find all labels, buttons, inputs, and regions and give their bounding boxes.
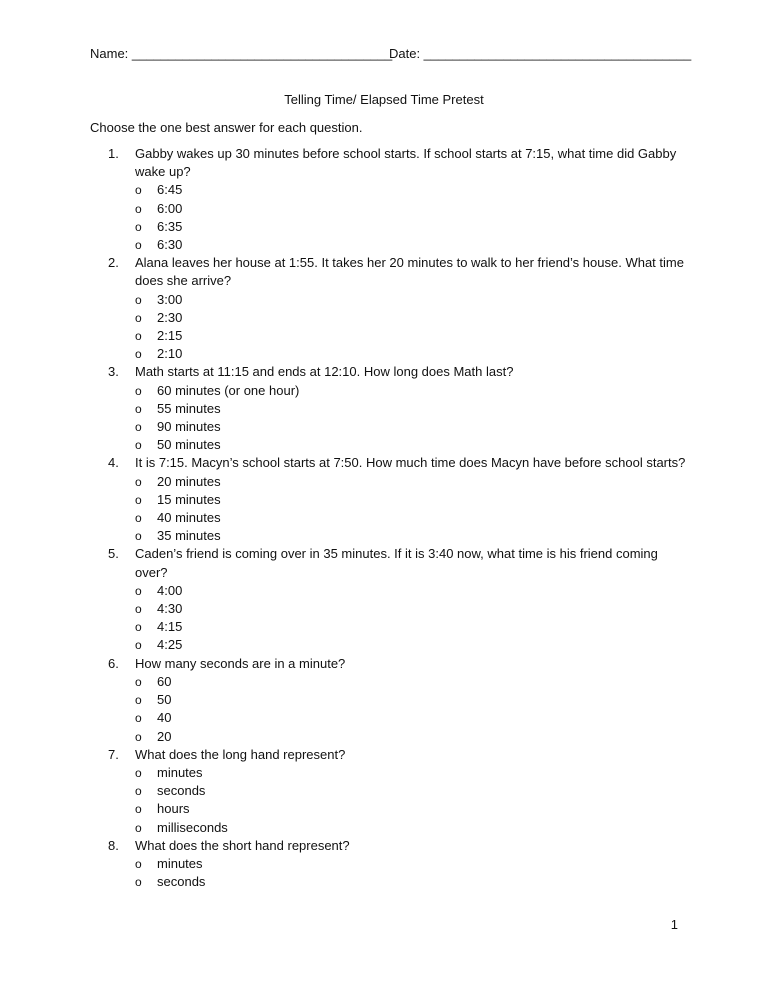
question-5	[90, 545, 690, 654]
question-number: 7.	[108, 746, 119, 762]
answer-option-label: 6:35	[157, 218, 183, 234]
answer-option-label: 4:00	[157, 582, 183, 598]
question-number: 1.	[108, 146, 119, 161]
answer-options	[135, 181, 690, 254]
question-3	[90, 363, 690, 454]
answer-option-label: 6:00	[157, 200, 183, 216]
circle-bullet-icon: o	[135, 438, 142, 453]
answer-options	[135, 473, 690, 546]
answer-option-label: 3:00	[157, 291, 183, 307]
circle-bullet-icon: o	[135, 693, 142, 708]
question-7	[90, 746, 690, 837]
question-text: What does the short hand represent?	[135, 837, 350, 853]
circle-bullet-icon: o	[135, 474, 142, 489]
answer-option-label: 15 minutes	[157, 491, 221, 507]
answer-option[interactable]	[135, 855, 690, 873]
answer-option-label: 4:15	[157, 619, 183, 635]
answer-options	[135, 291, 690, 364]
page-number: 1	[670, 917, 678, 932]
answer-option-label: seconds	[157, 783, 206, 799]
answer-option[interactable]	[135, 509, 690, 527]
answer-option-label: 55 minutes	[157, 400, 221, 416]
answer-option-label: hours	[157, 801, 190, 817]
question-text: It is 7:15. Macyn’s school starts at 7:50. How much time does Macyn have before school starts?	[135, 455, 686, 471]
answer-option[interactable]	[135, 236, 690, 254]
header-row	[90, 44, 692, 64]
question-text: What does the long hand represent?	[135, 746, 346, 762]
answer-option-label: 4:30	[157, 601, 183, 617]
answer-option-label: 50 minutes	[157, 437, 221, 453]
instructions: Choose the one best answer for each question.	[90, 120, 363, 135]
answer-option[interactable]	[135, 691, 690, 709]
question-number: 2.	[108, 255, 119, 271]
answer-option[interactable]	[135, 218, 690, 236]
question-number: 5.	[108, 546, 119, 562]
answer-option[interactable]	[135, 181, 690, 199]
circle-bullet-icon: o	[135, 856, 142, 871]
question-8	[90, 837, 690, 892]
answer-option-label: 90 minutes	[157, 419, 221, 435]
answer-option[interactable]	[135, 491, 690, 509]
answer-option[interactable]	[135, 673, 690, 691]
answer-option[interactable]	[135, 473, 690, 491]
answer-option-label: 2:15	[157, 328, 183, 344]
answer-option[interactable]	[135, 728, 690, 746]
answer-option-label: minutes	[157, 855, 203, 871]
circle-bullet-icon: o	[135, 292, 142, 307]
circle-bullet-icon: o	[135, 820, 142, 835]
circle-bullet-icon: o	[135, 620, 142, 635]
answer-option-label: minutes	[157, 764, 203, 780]
question-number: 3.	[108, 364, 119, 380]
circle-bullet-icon: o	[135, 329, 142, 344]
circle-bullet-icon: o	[135, 310, 142, 325]
answer-option-label: seconds	[157, 874, 206, 890]
circle-bullet-icon: o	[135, 674, 142, 689]
question-text: Caden’s friend is coming over in 35 minutes. If it is 3:40 now, what time is his friend coming over?	[135, 546, 658, 580]
question-number: 8.	[108, 837, 119, 853]
question-list	[90, 145, 690, 891]
answer-option[interactable]	[135, 309, 690, 327]
answer-option[interactable]	[135, 436, 690, 454]
answer-option-label: 2:30	[157, 309, 183, 325]
answer-option[interactable]	[135, 527, 690, 545]
question-text: How many seconds are in a minute?	[135, 655, 346, 671]
page-title: Telling Time/ Elapsed Time Pretest	[284, 92, 484, 107]
answer-option[interactable]	[135, 819, 690, 837]
answer-option[interactable]	[135, 582, 690, 600]
answer-option[interactable]	[135, 709, 690, 727]
answer-option[interactable]	[135, 345, 690, 363]
answer-options	[135, 764, 690, 837]
circle-bullet-icon: o	[135, 201, 142, 216]
question-text: Math starts at 11:15 and ends at 12:10. How long does Math last?	[135, 364, 514, 380]
question-4	[90, 454, 690, 545]
answer-option-label: 20	[157, 728, 172, 744]
answer-option-label: milliseconds	[157, 819, 228, 835]
question-text: Alana leaves her house at 1:55. It takes her 20 minutes to walk to her friend’s house. What time does she arrive?	[135, 255, 684, 289]
circle-bullet-icon: o	[135, 383, 142, 398]
circle-bullet-icon: o	[135, 602, 142, 617]
date-field: Date: _____________________________________	[389, 46, 692, 61]
answer-option[interactable]	[135, 200, 690, 218]
answer-option[interactable]	[135, 327, 690, 345]
circle-bullet-icon: o	[135, 420, 142, 435]
answer-option[interactable]	[135, 800, 690, 818]
answer-option[interactable]	[135, 782, 690, 800]
circle-bullet-icon: o	[135, 729, 142, 744]
answer-option[interactable]	[135, 873, 690, 891]
name-field: Name: ____________________________________	[90, 46, 393, 61]
answer-option-label: 60 minutes (or one hour)	[157, 382, 300, 398]
answer-options	[135, 673, 690, 746]
circle-bullet-icon: o	[135, 638, 142, 653]
circle-bullet-icon: o	[135, 492, 142, 507]
circle-bullet-icon: o	[135, 529, 142, 544]
circle-bullet-icon: o	[135, 765, 142, 780]
circle-bullet-icon: o	[135, 511, 142, 526]
circle-bullet-icon: o	[135, 347, 142, 362]
question-number: 6.	[108, 655, 119, 671]
answer-option[interactable]	[135, 636, 690, 654]
answer-option[interactable]	[135, 291, 690, 309]
answer-option-label: 40 minutes	[157, 510, 221, 526]
circle-bullet-icon: o	[135, 802, 142, 817]
answer-option-label: 6:30	[157, 237, 183, 253]
answer-option[interactable]	[135, 400, 690, 418]
circle-bullet-icon: o	[135, 711, 142, 726]
answer-option[interactable]	[135, 764, 690, 782]
answer-option-label: 2:10	[157, 346, 183, 362]
answer-option-label: 50	[157, 692, 172, 708]
answer-options	[135, 855, 690, 891]
question-1	[90, 145, 690, 254]
question-text: Gabby wakes up 30 minutes before school starts. If school starts at 7:15, what time did Gabby wake up?	[135, 146, 677, 180]
circle-bullet-icon: o	[135, 183, 142, 198]
answer-option[interactable]	[135, 382, 690, 400]
circle-bullet-icon: o	[135, 583, 142, 598]
answer-option-label: 6:45	[157, 182, 183, 198]
circle-bullet-icon: o	[135, 401, 142, 416]
circle-bullet-icon: o	[135, 875, 142, 890]
answer-option[interactable]	[135, 618, 690, 636]
circle-bullet-icon: o	[135, 238, 142, 253]
answer-option[interactable]	[135, 600, 690, 618]
answer-options	[135, 382, 690, 455]
answer-option-label: 4:25	[157, 637, 183, 653]
circle-bullet-icon: o	[135, 784, 142, 799]
answer-option-label: 20 minutes	[157, 473, 221, 489]
answer-option[interactable]	[135, 418, 690, 436]
question-6	[90, 655, 690, 746]
question-2	[90, 254, 690, 363]
circle-bullet-icon: o	[135, 219, 142, 234]
answer-options	[135, 582, 690, 655]
answer-option-label: 35 minutes	[157, 528, 221, 544]
answer-option-label: 60	[157, 673, 172, 689]
answer-option-label: 40	[157, 710, 172, 726]
question-number: 4.	[108, 455, 119, 471]
